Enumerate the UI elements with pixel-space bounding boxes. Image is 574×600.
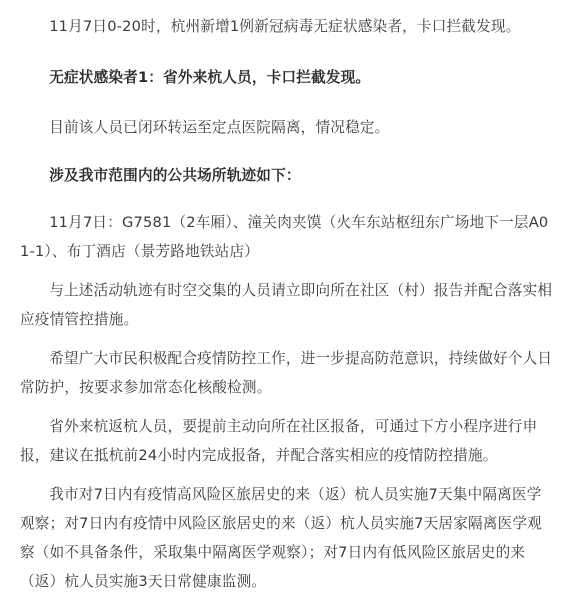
paragraph-quarantine-policy: 我市对7日内有疫情高风险区旅居史的来（返）杭人员实施7天集中隔离医学观察；对7日内有疫情中风险区旅居史的来（返）杭人员实施7天居家隔离医学观察（如不具备条件，采取集中隔离医学观察）；对7日内有低风险区旅居史的来（返）杭人员实施3天日常健康监测。 (20, 486, 542, 590)
paragraph-case-1-heading: 无症状感染者1：省外来杭人员，卡口拦截发现。 (49, 69, 371, 86)
paragraph-case-summary: 11月7日0-20时，杭州新增1例新冠病毒无症状感染者，卡口拦截发现。 (49, 18, 521, 35)
paragraph-report-instruction: 与上述活动轨迹有时空交集的人员请立即向所在社区（村）报告并配合落实相应疫情管控措施。 (20, 282, 553, 328)
paragraph-public-appeal: 希望广大市民积极配合疫情防控工作，进一步提高防范意识，持续做好个人日常防护，按要求参加常态化核酸检测。 (20, 350, 553, 396)
paragraph-trajectory-details: 11月7日：G7581（2车厢）、潼关肉夹馍（火车东站枢纽东广场地下一层A01-1）、布丁酒店（景芳路地铁站店） (20, 214, 549, 260)
paragraph-trajectory-heading: 涉及我市范围内的公共场所轨迹如下： (49, 167, 301, 184)
paragraph-returnee-registration: 省外来杭返杭人员，要提前主动向所在社区报备，可通过下方小程序进行申报，建议在抵杭前24小时内完成报备，并配合落实相应的疫情防控措施。 (20, 418, 538, 464)
paragraph-current-status: 目前该人员已闭环转运至定点医院隔离，情况稳定。 (49, 119, 390, 136)
